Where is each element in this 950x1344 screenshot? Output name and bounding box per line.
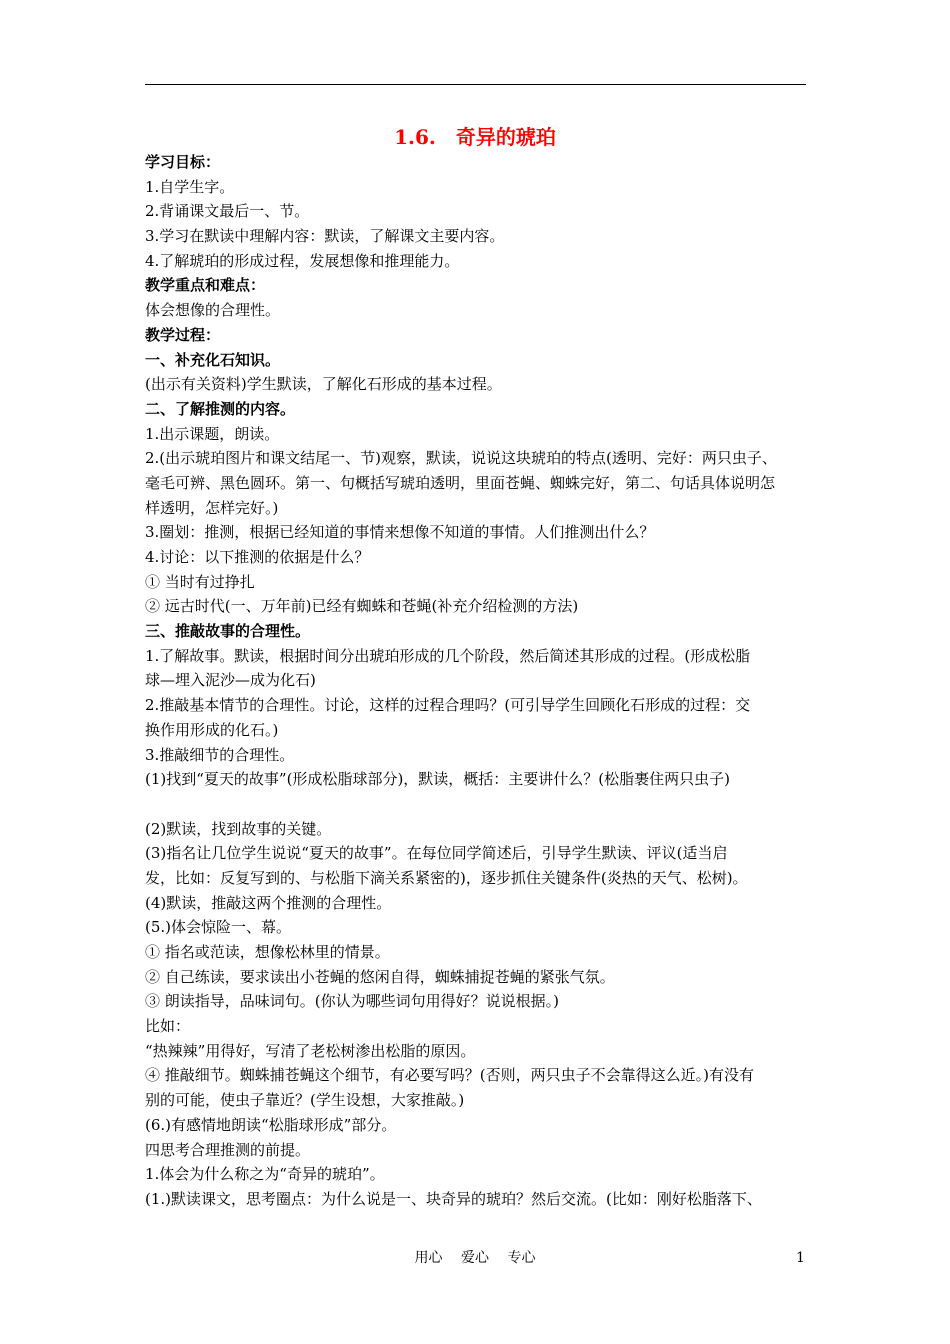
body-line: (4)默读，推敲这两个推测的合理性。 [145, 893, 392, 912]
body-line: 换作用形成的化石。) [145, 720, 279, 739]
body-line: 2.背诵课文最后一、节。 [145, 202, 310, 221]
body-line: ② 自己练读，要求读出小苍蝇的悠闲自得，蜘蛛捕捉苍蝇的紧张气氛。 [145, 967, 615, 986]
body-line: 球—埋入泥沙—成为化石) [145, 671, 316, 690]
section-heading: 教学重点和难点： [145, 276, 266, 295]
section-heading: 一、补充化石知识。 [145, 350, 281, 369]
body-line: 2.(出示琥珀图片和课文结尾一、节)观察，默读，说说这块琥珀的特点(透明、完好：两只虫子、 [145, 449, 777, 468]
body-line [145, 792, 810, 817]
footer-motto: 用心 爱心 专心 [414, 1250, 536, 1266]
header-rule [145, 84, 806, 85]
body-line: (1)找到“夏天的故事”(形成松脂球部分)，默读，概括：主要讲什么？(松脂裹住两只虫子) [145, 770, 730, 789]
body-line: 1.自学生字。 [145, 177, 235, 196]
body-line: ① 当时有过挣扎 [145, 572, 255, 591]
body-line: 体会想像的合理性。 [145, 301, 281, 320]
body-line: 四思考合理推测的前提。 [145, 1140, 311, 1159]
body-line: 比如： [145, 1017, 191, 1036]
body-line: 1.出示课题，朗读。 [145, 424, 280, 443]
body-line: ① 指名或范读，想像松林里的情景。 [145, 943, 390, 961]
body-line: “热辣辣”用得好，写清了老松树渗出松脂的原因。 [145, 1041, 476, 1060]
body-line: 发，比如：反复写到的、与松脂下滴关系紧密的)，逐步抓住关键条件(炎热的天气、松树)。 [145, 868, 748, 887]
body-line: 3.圈划：推测，根据已经知道的事情来想像不知道的事情。人们推测出什么？ [145, 523, 655, 542]
body-line: 3.推敲细节的合理性。 [145, 745, 295, 764]
document-body [145, 150, 810, 1212]
body-line: (5.)体会惊险一、幕。 [145, 918, 292, 937]
body-line: (2)默读，找到故事的关键。 [145, 819, 332, 838]
body-line: ② 远古时代(一、万年前)已经有蜘蛛和苍蝇(补充介绍检测的方法) [145, 597, 579, 616]
page-number: 1 [796, 1250, 805, 1266]
body-line: (6.)有感情地朗读“松脂球形成”部分。 [145, 1115, 397, 1134]
body-line: ③ 朗读指导，品味词句。(你认为哪些词句用得好？说说根据。) [145, 992, 559, 1011]
body-line: ④ 推敲细节。蜘蛛捕苍蝇这个细节，有必要写吗？(否则，两只虫子不会靠得这么近。)有没有 [145, 1066, 754, 1085]
body-line: 2.推敲基本情节的合理性。讨论，这样的过程合理吗？(可引导学生回顾化石形成的过程：交 [145, 696, 751, 715]
body-line: 3.学习在默读中理解内容：默读，了解课文主要内容。 [145, 227, 505, 246]
body-line: 样透明，怎样完好。) [145, 498, 279, 517]
body-line: 1.了解故事。默读，根据时间分出琥珀形成的几个阶段，然后简述其形成的过程。(形成松脂 [145, 646, 751, 665]
section-heading: 学习目标： [145, 153, 221, 171]
body-line: 4.了解琥珀的形成过程，发展想像和推理能力。 [145, 251, 460, 270]
body-line: 别的可能，使虫子靠近？(学生设想，大家推敲。) [145, 1091, 465, 1110]
section-heading: 教学过程： [145, 325, 221, 344]
body-line: (3)指名让几位学生说说“夏天的故事”。在每位同学简述后，引导学生默读、评议(适当启 [145, 844, 728, 863]
body-line: (1.)默读课文，思考圈点：为什么说是一、块奇异的琥珀？然后交流。(比如：刚好松脂落下、 [145, 1189, 762, 1208]
section-heading: 三、推敲故事的合理性。 [145, 622, 311, 641]
document-title: 1.6. 奇异的琥珀 [394, 125, 556, 149]
body-line: (出示有关资料)学生默读，了解化石形成的基本过程。 [145, 375, 502, 394]
body-line: 1.体会为什么称之为“奇异的琥珀”。 [145, 1165, 385, 1184]
body-line: 毫毛可辨、黑色圆环。第一、句概括写琥珀透明，里面苍蝇、蜘蛛完好，第二、句话具体说明怎 [145, 473, 776, 492]
body-line: 4.讨论：以下推测的依据是什么？ [145, 548, 370, 566]
section-heading: 二、了解推测的内容。 [145, 399, 296, 418]
